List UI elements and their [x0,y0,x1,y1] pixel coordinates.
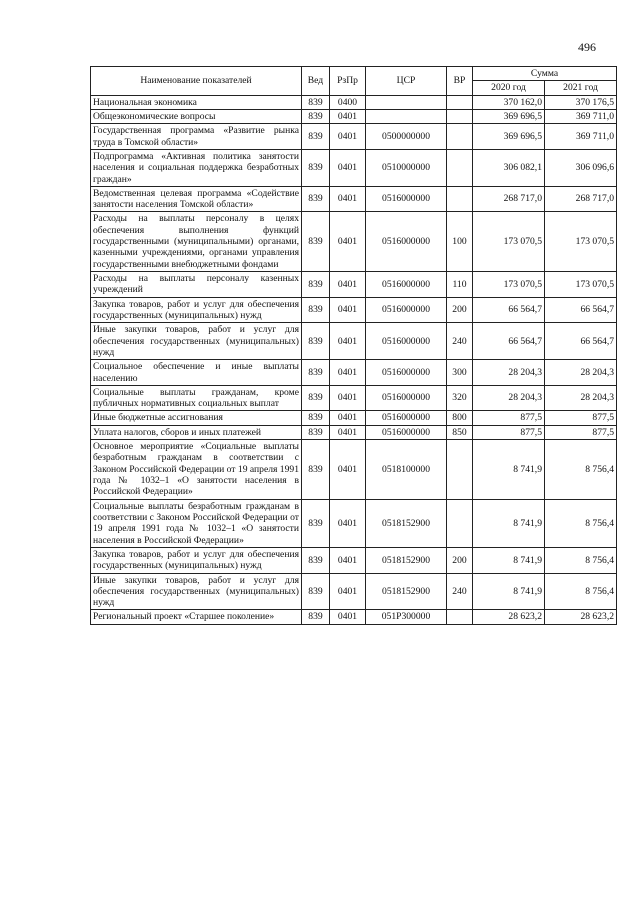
cell-sum-2021: 28 204,3 [545,360,617,386]
cell-ved: 839 [302,109,330,123]
cell-name: Уплата налогов, сборов и иных платежей [91,425,302,439]
cell-vr [447,440,473,500]
cell-sum-2021: 28 623,2 [545,610,617,624]
cell-rzpr: 0401 [330,499,366,547]
cell-name: Иные закупки товаров, работ и услуг для обеспечения государственных (муниципальных) нужд [91,573,302,610]
cell-rzpr: 0401 [330,411,366,425]
cell-sum-2020: 66 564,7 [473,297,545,323]
cell-vr [447,149,473,186]
cell-rzpr: 0401 [330,440,366,500]
cell-rzpr: 0401 [330,547,366,573]
cell-csr: 0516000000 [366,385,447,411]
cell-csr: 0518100000 [366,440,447,500]
cell-rzpr: 0401 [330,360,366,386]
cell-sum-2021: 66 564,7 [545,323,617,360]
cell-rzpr: 0401 [330,573,366,610]
table-row [91,297,617,323]
cell-rzpr: 0401 [330,385,366,411]
cell-csr: 0516000000 [366,425,447,439]
cell-csr: 0516000000 [366,186,447,212]
cell-ved: 839 [302,124,330,150]
cell-name: Иные закупки товаров, работ и услуг для обеспечения государственных (муниципальных) нужд [91,323,302,360]
cell-name: Подпрограмма «Активная политика занятости населения и социальная поддержка безработных граждан» [91,149,302,186]
cell-sum-2021: 173 070,5 [545,212,617,272]
cell-csr: 0518152900 [366,573,447,610]
cell-sum-2020: 173 070,5 [473,272,545,298]
cell-vr: 110 [447,272,473,298]
cell-ved: 839 [302,186,330,212]
cell-csr: 0500000000 [366,124,447,150]
table-row [91,124,617,150]
cell-ved: 839 [302,610,330,624]
cell-name: Региональный проект «Старшее поколение» [91,610,302,624]
table-row [91,385,617,411]
cell-sum-2020: 28 204,3 [473,385,545,411]
cell-csr: 0516000000 [366,297,447,323]
cell-sum-2020: 8 741,9 [473,573,545,610]
header-csr: ЦСР [366,67,447,96]
cell-vr [447,109,473,123]
cell-name: Ведомственная целевая программа «Содействие занятости населения Томской области» [91,186,302,212]
cell-name: Социальные выплаты гражданам, кроме публичных нормативных социальных выплат [91,385,302,411]
cell-name: Закупка товаров, работ и услуг для обеспечения государственных (муниципальных) нужд [91,547,302,573]
cell-name: Государственная программа «Развитие рынка труда в Томской области» [91,124,302,150]
table-row [91,425,617,439]
cell-sum-2021: 8 756,4 [545,573,617,610]
table-row [91,440,617,500]
cell-csr: 051P300000 [366,610,447,624]
cell-rzpr: 0401 [330,323,366,360]
cell-vr: 240 [447,323,473,360]
cell-sum-2020: 66 564,7 [473,323,545,360]
header-rzpr: РзПр [330,67,366,96]
cell-sum-2021: 877,5 [545,411,617,425]
header-ved: Вед [302,67,330,96]
table-row [91,323,617,360]
cell-sum-2021: 28 204,3 [545,385,617,411]
cell-ved: 839 [302,95,330,109]
header-name: Наименование показателей [91,67,302,96]
cell-rzpr: 0401 [330,212,366,272]
cell-rzpr: 0401 [330,610,366,624]
table-row [91,573,617,610]
cell-rzpr: 0401 [330,149,366,186]
cell-rzpr: 0401 [330,186,366,212]
cell-sum-2020: 877,5 [473,411,545,425]
cell-rzpr: 0400 [330,95,366,109]
table-body [91,95,617,624]
cell-csr: 0516000000 [366,272,447,298]
cell-sum-2020: 268 717,0 [473,186,545,212]
cell-csr: 0510000000 [366,149,447,186]
cell-sum-2020: 369 696,5 [473,109,545,123]
cell-ved: 839 [302,212,330,272]
cell-vr: 200 [447,547,473,573]
cell-vr: 240 [447,573,473,610]
cell-vr: 320 [447,385,473,411]
cell-ved: 839 [302,297,330,323]
cell-name: Расходы на выплаты персоналу в целях обеспечения выполнения функций государственными (муниципальными) органами, казенными учреждениями, органами управления государственными внебюджетными фондами [91,212,302,272]
cell-name: Общеэкономические вопросы [91,109,302,123]
cell-ved: 839 [302,272,330,298]
cell-sum-2021: 8 756,4 [545,499,617,547]
cell-sum-2020: 8 741,9 [473,440,545,500]
header-year-2021: 2021 год [545,81,617,95]
cell-vr [447,610,473,624]
cell-sum-2021: 8 756,4 [545,440,617,500]
cell-name: Иные бюджетные ассигнования [91,411,302,425]
cell-ved: 839 [302,385,330,411]
cell-vr [447,186,473,212]
cell-ved: 839 [302,440,330,500]
cell-csr: 0518152900 [366,547,447,573]
cell-rzpr: 0401 [330,124,366,150]
cell-ved: 839 [302,360,330,386]
cell-sum-2021: 369 711,0 [545,109,617,123]
cell-sum-2020: 8 741,9 [473,499,545,547]
cell-sum-2021: 369 711,0 [545,124,617,150]
cell-vr [447,499,473,547]
cell-sum-2020: 306 082,1 [473,149,545,186]
cell-ved: 839 [302,149,330,186]
cell-ved: 839 [302,411,330,425]
cell-ved: 839 [302,323,330,360]
cell-csr: 0516000000 [366,212,447,272]
cell-sum-2021: 66 564,7 [545,297,617,323]
cell-sum-2020: 173 070,5 [473,212,545,272]
cell-csr: 0516000000 [366,323,447,360]
cell-csr: 0516000000 [366,411,447,425]
table-row [91,149,617,186]
table-row [91,212,617,272]
cell-sum-2021: 8 756,4 [545,547,617,573]
cell-csr: 0516000000 [366,360,447,386]
cell-vr [447,124,473,150]
header-vr: ВР [447,67,473,96]
cell-rzpr: 0401 [330,109,366,123]
cell-name: Социальное обеспечение и иные выплаты населению [91,360,302,386]
table-header [91,67,617,96]
cell-csr [366,95,447,109]
cell-rzpr: 0401 [330,272,366,298]
cell-vr [447,95,473,109]
cell-csr [366,109,447,123]
cell-sum-2021: 306 096,6 [545,149,617,186]
cell-csr: 0518152900 [366,499,447,547]
cell-sum-2020: 370 162,0 [473,95,545,109]
table-row [91,610,617,624]
table-row [91,95,617,109]
page-number: 496 [578,40,596,54]
header-sum: Сумма [473,67,617,81]
cell-vr: 300 [447,360,473,386]
cell-sum-2021: 173 070,5 [545,272,617,298]
table-row [91,109,617,123]
cell-name: Расходы на выплаты персоналу казенных учреждений [91,272,302,298]
table-row [91,360,617,386]
cell-ved: 839 [302,425,330,439]
cell-vr: 200 [447,297,473,323]
cell-vr: 100 [447,212,473,272]
cell-ved: 839 [302,573,330,610]
cell-sum-2021: 877,5 [545,425,617,439]
table-row [91,186,617,212]
cell-sum-2020: 8 741,9 [473,547,545,573]
cell-name: Закупка товаров, работ и услуг для обеспечения государственных (муниципальных) нужд [91,297,302,323]
cell-name: Национальная экономика [91,95,302,109]
cell-sum-2020: 28 623,2 [473,610,545,624]
table-row [91,499,617,547]
cell-rzpr: 0401 [330,297,366,323]
cell-vr: 850 [447,425,473,439]
cell-sum-2020: 877,5 [473,425,545,439]
cell-sum-2020: 369 696,5 [473,124,545,150]
cell-vr: 800 [447,411,473,425]
budget-table [90,66,617,625]
header-year-2020: 2020 год [473,81,545,95]
cell-name: Основное мероприятие «Социальные выплаты безработным гражданам в соответствии с Законом Российской Федерации от 19 апреля 1991 года № 1032–1 «О занятости населения в Российской Федерации» [91,440,302,500]
cell-sum-2020: 28 204,3 [473,360,545,386]
table-row [91,411,617,425]
cell-sum-2021: 268 717,0 [545,186,617,212]
table-row [91,272,617,298]
cell-ved: 839 [302,499,330,547]
cell-rzpr: 0401 [330,425,366,439]
cell-name: Социальные выплаты безработным гражданам в соответствии с Законом Российской Федерации от 19 апреля 1991 года № 1032–1 «О занятости населения в Российской Федерации» [91,499,302,547]
cell-sum-2021: 370 176,5 [545,95,617,109]
table-row [91,547,617,573]
cell-ved: 839 [302,547,330,573]
